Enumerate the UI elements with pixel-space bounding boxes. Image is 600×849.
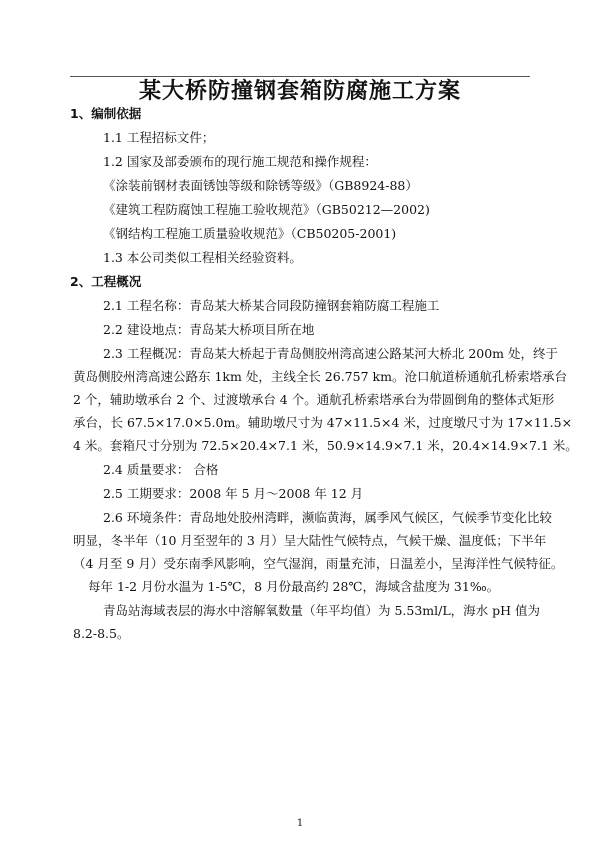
section-2-line: 明显，冬半年（10 月至翌年的 3 月）呈大陆性气候特点，气候干燥、温度低；下半年 <box>73 533 547 548</box>
section-2-line: 黄岛侧胶州湾高速公路东 1km 处，主线全长 26.757 km。沧口航道桥通航孔桥索塔承台 <box>73 369 567 384</box>
section-2-line: 2.5 工期要求：2008 年 5 月～2008 年 12 月 <box>103 486 364 501</box>
section-1-item: 《建筑工程防腐蚀工程施工验收规范》（GB50212—2002) <box>103 202 430 217</box>
section-1-item: 《涂装前钢材表面锈蚀等级和除锈等级》（GB8924-88） <box>103 178 418 193</box>
section-2-line: 2 个，辅助墩承台 2 个、过渡墩承台 4 个。通航孔桥索塔承台为带圆倒角的整体式矩形 <box>73 392 555 407</box>
section-2-line: 2.4 质量要求： 合格 <box>103 462 219 477</box>
section-2-line: 2.3 工程概况：青岛某大桥起于青岛侧胶州湾高速公路某河大桥北 200m 处，终于 <box>103 346 559 361</box>
section-1-item: 1.2 国家及部委颁布的现行施工规范和操作规程： <box>103 154 377 169</box>
section-2-line: 8.2-8.5。 <box>73 626 130 641</box>
section-2-line: 每年 1-2 月份水温为 1-5℃，8 月份最高约 28℃，海域含盐度为 31‰。 <box>88 579 500 594</box>
section-2-heading: 2、工程概况 <box>70 274 142 289</box>
section-1-heading: 1、编制依据 <box>70 106 142 121</box>
section-2-line: 承台，长 67.5×17.0×5.0m。辅助墩尺寸为 47×11.5×4 米，过度墩尺寸为 17×11.5× <box>73 415 573 430</box>
section-2-line: （4 月至 9 月）受东南季风影响，空气湿润，雨量充沛，日温差小，呈海洋性气候特征。 <box>73 556 564 571</box>
title-rule <box>70 76 530 77</box>
section-2-line: 青岛站海域表层的海水中溶解氧数量（年平均值）为 5.53ml/L，海水 pH 值为 <box>103 603 541 618</box>
section-1-item: 1.1 工程招标文件； <box>103 130 215 145</box>
section-2-line: 2.1 工程名称：青岛某大桥某合同段防撞钢套箱防腐工程施工 <box>103 298 440 313</box>
page-number: 1 <box>296 818 304 829</box>
section-1-item: 1.3 本公司类似工程相关经验资料。 <box>103 250 302 265</box>
page-title: 某大桥防撞钢套箱防腐施工方案 <box>138 78 461 104</box>
section-2-line: 2.2 建设地点：青岛某大桥项目所在地 <box>103 322 315 337</box>
section-2-line: 4 米。套箱尺寸分别为 72.5×20.4×7.1 米，50.9×14.9×7.1 米，20.4×14.9×7.1 米。 <box>73 438 578 453</box>
section-2-line: 2.6 环境条件：青岛地处胶州湾畔，濒临黄海，属季风气候区，气候季节变化比较 <box>103 510 552 525</box>
section-1-item: 《钢结构工程施工质量验收规范》（CB50205-2001) <box>103 226 397 241</box>
